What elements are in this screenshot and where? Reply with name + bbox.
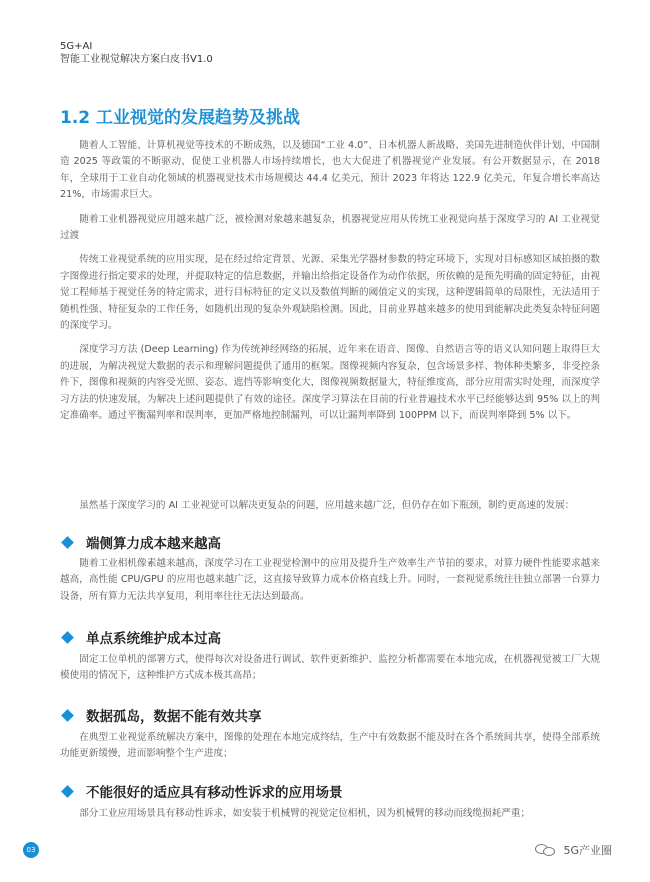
- body-paragraphs: [60, 138, 600, 433]
- paragraph: 虽然基于深度学习的 AI 工业视觉可以解决更复杂的问题，应用越来越广泛，但仍存在如下瓶颈，制约更高速的发展：: [79, 500, 575, 511]
- bullet-heading: [60, 781, 343, 801]
- document-header: [60, 40, 213, 66]
- diamond-icon: [61, 536, 74, 549]
- bullet-heading: [60, 532, 221, 552]
- paragraph: 固定工位单机的部署方式，使得每次对设备进行调试、软件更新维护、监控分析都需要在本地完成，在机器视觉被工厂大规模使用的情况下，这种维护方式成本极其高昂；: [60, 654, 600, 682]
- paragraph: 在典型工业视觉系统解决方案中，图像的处理在本地完成终结，生产中有效数据不能及时在各个系统间共享，使得全部系统功能更新缓慢，进而影响整个生产进度；: [60, 732, 600, 760]
- page-number: 03: [23, 842, 39, 858]
- bullet-heading: [60, 705, 262, 725]
- brand-watermark: [535, 842, 612, 858]
- bullet-body: [60, 730, 600, 771]
- brand-name: 5G产业圈: [563, 844, 612, 857]
- paragraph: 随着工业相机像素越来越高，深度学习在工业视觉检测中的应用及提升生产效率生产节拍的要求，对算力硬件性能要求越来越高，高性能 CPU/GPU 的应用也越来越广泛，这直接导致算力成本价格直线上升。同时，一套视觉系统往往独立部署一台算力设备，所有算力无法共享复用，利用率往往无法达到最高。: [60, 558, 600, 602]
- paragraph: 随着人工智能、计算机视觉等技术的不断成熟，以及德国“工业 4.0”、日本机器人新战略、美国先进制造伙伴计划、中国制造 2025 等政策的不断驱动，促使工业机器人市场持续增长，也大大促进了机器视觉产业发展。有公开数据显示，在 2018 年，全球用于工业自动化领域的机器视觉技术市场规模达 44.4 亿美元，预计 2023 年将达 122.9 亿美元，年复合增长率高达 21%，市场需求巨大。: [60, 140, 600, 201]
- bullet-title: 数据孤岛，数据不能有效共享: [86, 709, 262, 725]
- header-line-1: 5G+AI: [60, 41, 93, 52]
- diamond-icon: [61, 631, 74, 644]
- section-number: 1.2: [60, 108, 91, 128]
- section-title: [60, 103, 300, 128]
- paragraph: 随着工业机器视觉应用越来越广泛，被检测对象越来越复杂，机器视觉应用从传统工业视觉向基于深度学习的 AI 工业视觉过渡: [60, 213, 600, 242]
- bullet-title: 不能很好的适应具有移动性诉求的应用场景: [86, 785, 343, 801]
- header-line-2: 智能工业视觉解决方案白皮书V1.0: [60, 54, 213, 65]
- intro-paragraph: [60, 498, 600, 522]
- paragraph: 部分工业应用场景具有移动性诉求，如安装于机械臂的视觉定位相机，因为机械臂的移动而线缆损耗严重；: [79, 808, 531, 819]
- bullet-title: 端侧算力成本越来越高: [86, 536, 221, 552]
- paragraph: 传统工业视觉系统的应用实现，是在经过给定背景、光源、采集光学器材参数的特定环境下，实现对目标感知区域拍摄的数字图像进行指定要求的处理，并提取特定的信息数据，并输出给指定设备作为动作依据，所依赖的是预先明确的固定特征，由视觉工程师基于视觉任务的特定需求，进行目标特征的定义以及数值判断的阈值定义的实现，这种逻辑简单的局限性，无法适用于随机性强、特征复杂的工作任务，如随机出现的复杂外观缺陷检测。因此，目前业界越来越多的使用到能解决此类复杂特征问题的深度学习。: [60, 254, 600, 332]
- bullet-title: 单点系统维护成本过高: [86, 631, 221, 647]
- bullet-heading: [60, 627, 221, 647]
- section-title-text: 工业视觉的发展趋势及挑战: [96, 108, 301, 128]
- diamond-icon: [61, 709, 74, 722]
- bullet-body: [60, 652, 600, 693]
- bullet-body: [60, 806, 600, 830]
- bullet-body: [60, 556, 600, 613]
- paragraph: 深度学习方法 (Deep Learning) 作为传统神经网络的拓展，近年来在语音、图像、自然语言等的语义认知问题上取得巨大的进展，为解决视觉大数据的表示和理解问题提供了通用的框架。图像视频内容复杂，包含场景多样、物体种类繁多，非受控条件下，图像和视频的内容受光照、姿态、遮挡等影响变化大，图像视频数据量大，特征维度高，部分应用需实时处理，而深度学习方法的快速发展，为解决上述问题提供了有效的途径。深度学习算法在目前的行业普遍技术水平已经能够达到 95% 以上的判定准确率。通过平衡漏判率和误判率，更加严格地控制漏判，可以让漏判率降到 100PPM 以下，而误判率降到 5% 以下。: [60, 344, 600, 422]
- wechat-icon: [535, 843, 557, 857]
- diamond-icon: [61, 785, 74, 798]
